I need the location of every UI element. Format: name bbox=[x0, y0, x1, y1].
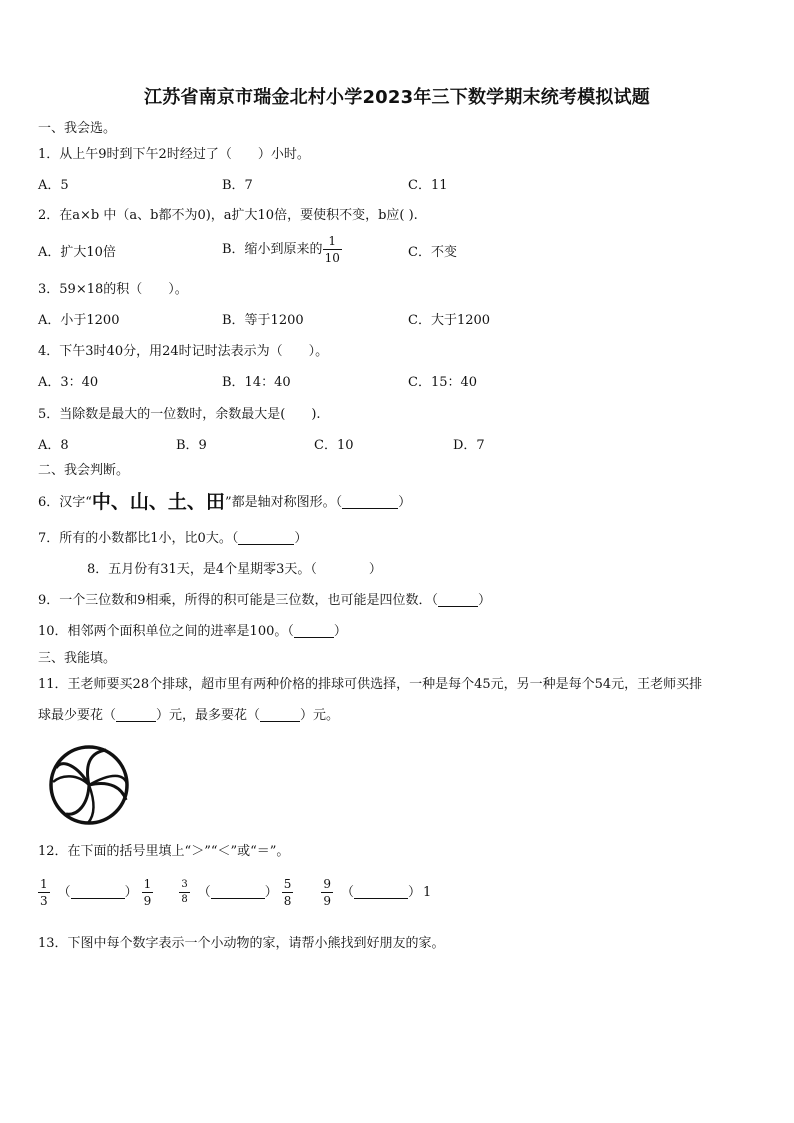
q11-part-c: ）元。 bbox=[300, 708, 340, 723]
bracket-close: ） bbox=[408, 885, 422, 900]
q1-option-c: C．11 bbox=[408, 178, 448, 193]
q1-option-a: A．5 bbox=[38, 178, 69, 193]
question-12: 12．在下面的括号里填上“＞”“＜”或“＝”。 bbox=[38, 844, 290, 859]
q7-text: 7．所有的小数都比1小，比0大。（ bbox=[38, 531, 239, 546]
bracket-close: ） bbox=[124, 885, 138, 900]
q3-option-c: C．大于1200 bbox=[408, 313, 491, 328]
question-1: 1．从上午9时到下午2时经过了（ ）小时。 bbox=[38, 147, 310, 162]
question-3: 3．59×18的积（ ）。 bbox=[38, 282, 188, 297]
bracket-open: （ bbox=[197, 885, 211, 900]
question-2: 2．在a×b 中（a、b都不为0)，a扩大10倍，要使积不变，b应( ). bbox=[38, 208, 418, 223]
page-title: 江苏省南京市瑞金北村小学2023年三下数学期末统考模拟试题 bbox=[144, 87, 650, 108]
q12-blank-2[interactable] bbox=[211, 887, 265, 899]
q3-option-b: B．等于1200 bbox=[222, 313, 304, 328]
fraction-numerator: 1 bbox=[40, 877, 48, 891]
q11-part-b: ）元，最多要花（ bbox=[156, 708, 261, 723]
q7-answer-blank[interactable] bbox=[238, 533, 294, 545]
q6-end: ） bbox=[398, 495, 412, 510]
q1-option-b: B．7 bbox=[222, 178, 253, 193]
bracket-open: （ bbox=[57, 885, 71, 900]
q10-end: ） bbox=[333, 624, 347, 639]
section-heading-fill: 三、我能填。 bbox=[38, 651, 117, 666]
bracket-open: （ bbox=[341, 885, 355, 900]
fraction-nine-ninths bbox=[321, 878, 333, 907]
question-4: 4．下午3时40分，用24时记时法表示为（ ）。 bbox=[38, 344, 329, 359]
question-7 bbox=[38, 532, 307, 545]
q2-option-c: C．不变 bbox=[408, 245, 457, 260]
q5-option-d: D．7 bbox=[453, 438, 485, 453]
fraction-denominator: 8 bbox=[181, 894, 188, 905]
q5-option-b: B．9 bbox=[176, 438, 207, 453]
fraction-denominator: 8 bbox=[283, 894, 292, 908]
q4-option-b: B．14：40 bbox=[222, 375, 291, 390]
fraction-five-eighths bbox=[282, 878, 294, 907]
fraction-one-tenth bbox=[323, 235, 342, 264]
q5-option-c: C．10 bbox=[314, 438, 354, 453]
q2-option-a: A．扩大10倍 bbox=[38, 245, 116, 260]
q10-text: 10．相邻两个面积单位之间的进率是100。（ bbox=[38, 624, 294, 639]
q11-min-blank[interactable] bbox=[116, 710, 156, 722]
question-8: 8．五月份有31天，是4个星期零3天。（ ） bbox=[87, 562, 382, 577]
q12-blank-1[interactable] bbox=[71, 887, 125, 899]
q2-option-b bbox=[222, 235, 342, 264]
q6-prefix: 6．汉字“ bbox=[38, 495, 92, 510]
fraction-denominator: 9 bbox=[143, 894, 152, 908]
fraction-numerator: 1 bbox=[143, 877, 152, 891]
q3-option-a: A．小于1200 bbox=[38, 313, 120, 328]
fraction-numerator: 5 bbox=[283, 877, 292, 891]
fraction-denominator: 9 bbox=[323, 894, 331, 908]
fraction-three-eighths bbox=[179, 880, 189, 905]
fraction-numerator: 1 bbox=[328, 234, 337, 248]
bracket-close: ） bbox=[264, 885, 278, 900]
q2-option-b-label: B．缩小到原来的 bbox=[222, 242, 323, 257]
q6-suffix: ”都是轴对称图形。（ bbox=[224, 495, 343, 510]
fraction-one-ninth bbox=[142, 878, 154, 907]
q4-option-c: C．15：40 bbox=[408, 375, 478, 390]
q5-option-a: A．8 bbox=[38, 438, 69, 453]
q10-answer-blank[interactable] bbox=[294, 626, 334, 638]
fraction-denominator: 10 bbox=[324, 251, 340, 265]
question-5: 5．当除数是最大的一位数时，余数最大是( ). bbox=[38, 407, 321, 422]
q4-option-a: A．3：40 bbox=[38, 375, 99, 390]
fraction-one-third bbox=[38, 878, 50, 907]
question-11-line2 bbox=[38, 709, 339, 722]
q9-answer-blank[interactable] bbox=[438, 595, 478, 607]
question-6 bbox=[38, 493, 411, 512]
q7-end: ） bbox=[294, 531, 308, 546]
section-heading-judge: 二、我会判断。 bbox=[38, 463, 130, 478]
volleyball-icon bbox=[48, 744, 130, 826]
q6-answer-blank[interactable] bbox=[342, 497, 398, 509]
number-one: 1 bbox=[423, 885, 432, 900]
section-heading-choice: 一、我会选。 bbox=[38, 121, 117, 136]
q11-part-a: 球最少要花（ bbox=[38, 708, 117, 723]
fraction-numerator: 9 bbox=[323, 877, 331, 891]
q9-end: ） bbox=[478, 593, 492, 608]
q12-blank-3[interactable] bbox=[354, 887, 408, 899]
question-9 bbox=[38, 594, 491, 607]
fraction-numerator: 3 bbox=[181, 879, 188, 890]
question-13: 13．下图中每个数字表示一个小动物的家，请帮小熊找到好朋友的家。 bbox=[38, 936, 445, 951]
question-10 bbox=[38, 625, 347, 638]
q11-max-blank[interactable] bbox=[260, 710, 300, 722]
q6-characters: 中、山、土、田 bbox=[91, 491, 225, 513]
question-11-line1: 11．王老师要买28个排球，超市里有两种价格的排球可供选择，一种是每个45元，另一种是每个54元，王老师买排 bbox=[38, 677, 703, 692]
q12-comparisons bbox=[38, 878, 431, 907]
fraction-denominator: 3 bbox=[40, 894, 48, 908]
q9-text: 9．一个三位数和9相乘，所得的积可能是三位数，也可能是四位数．（ bbox=[38, 593, 439, 608]
